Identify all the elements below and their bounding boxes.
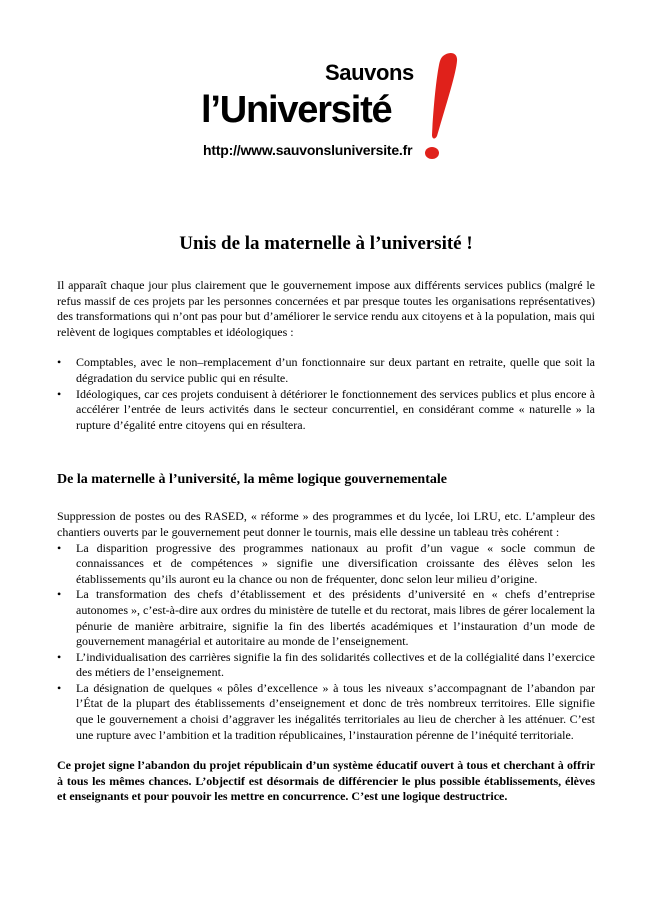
list-item (57, 541, 595, 588)
list-item-text: La disparition progressive des programmes nationaux au profit d’un vague « socle commun de connaissances et de compétences » signifie une diversification croissante des élèves selon les établissements qu’ils auront eu la chance ou non de fréquenter, donc selon leur milieu d’origine. (76, 540, 595, 586)
list-item (57, 355, 595, 386)
section-intro-paragraph: Suppression de postes ou des RASED, « réforme » des programmes et du lycée, loi LRU, etc. L’ampleur des chantiers ouverts par le gouvernement peut donner le tournis, mais elle dessine un tableau très cohérent : (57, 509, 595, 539)
document-body (57, 220, 595, 805)
list-item-text: L’individualisation des carrières signifie la fin des solidarités collectives et de la collégialité dans l’exercice des métiers de l’enseignement. (76, 649, 595, 680)
section-heading: De la maternelle à l’université, la même logique gouvernementale (57, 472, 447, 488)
list-item (57, 387, 595, 434)
list-item-text: Idéologiques, car ces projets conduisent à détériorer le fonctionnement des services publics et plus encore à accélérer l’entrée de leurs activités dans le secteur concurrentiel, en considérant comme « naturelle » la rupture d’égalité entre citoyens qui en résultera. (76, 386, 595, 432)
conclusion-paragraph: Ce projet signe l’abandon du projet républicain d’un système éducatif ouvert à tous et cherchant à offrir à tous les mêmes chances. L’objectif est désormais de différencier le plus possible établissements, élèves et enseignants et pour pouvoir les mettre en concurrence. C’est une logique destructrice. (57, 758, 595, 804)
exclamation-stroke (432, 53, 457, 139)
exclamation-dot (425, 147, 439, 159)
bullet: • (57, 540, 62, 555)
list-item-text: Comptables, avec le non–remplacement d’un fonctionnaire sur deux partant en retraite, quelle que soit la dégradation du service public qui en résulte. (76, 355, 595, 385)
intro-paragraph: Il apparaît chaque jour plus clairement que le gouvernement impose aux différents services publics (malgré le refus massif de ces projets par les personnes concernées et par presque toutes les organisations représentatives) des transformations qui n’ont pas pour but d’améliorer le service rendu aux citoyens et à la population, mais qui relèvent de logiques comptables et idéologiques : (57, 278, 595, 339)
list-item (57, 681, 595, 743)
logo-line-sauvons: Sauvons (325, 60, 414, 85)
logiques-list (57, 355, 595, 433)
list-item-text: La transformation des chefs d’établissement et des présidents d’université en « chefs d’entreprise autonomes », c’est-à-dire aux ordres du ministère de tutelle et du rectorat, mais libres de gérer localement la pénurie de manière arbitraire, signifie la fin des libertés académiques et l’instauration d’un mode de gouvernement managérial et autoritaire au monde de l’enseignement. (76, 587, 595, 649)
bullet: • (57, 587, 62, 602)
logo-url: http://www.sauvonsluniversite.fr (203, 142, 413, 158)
bullet: • (57, 355, 62, 370)
list-item-text: La désignation de quelques « pôles d’excellence » à tous les niveaux s’accompagnant de l’abandon par l’État de la plupart des établissements d’enseignement et donc de très nombreux territoires. Elle signifie que le gouvernement a choisi d’aggraver les inégalités territoriales au lieu de chercher à les atténuer. C’est une rupture avec l’ambition et la tradition républicaines, l’instauration pérenne de l’inéquité territoriale. (76, 680, 595, 742)
bullet: • (57, 680, 62, 695)
tableau-list (57, 541, 595, 744)
list-item (57, 650, 595, 681)
list-item (57, 587, 595, 649)
document-title: Unis de la maternelle à l’université ! (179, 233, 473, 254)
bullet: • (57, 386, 62, 401)
sauvons-universite-logo (200, 50, 470, 168)
exclamation-mark-icon (422, 50, 460, 168)
logo-line-universite: l’Université (201, 89, 392, 131)
bullet: • (57, 649, 62, 664)
